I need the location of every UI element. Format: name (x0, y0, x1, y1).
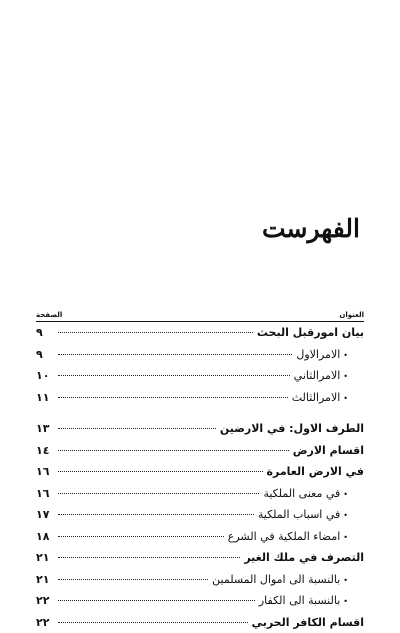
entry-page-number: ٢١ (36, 547, 54, 569)
toc-entry (36, 440, 364, 462)
entry-title: • في معنى الملكية (263, 483, 364, 506)
entry-page-number: ١٦ (36, 461, 54, 483)
dot-leader (58, 536, 224, 537)
dot-leader (58, 450, 289, 451)
entry-title: في الارض العامرة (267, 461, 364, 483)
entry-page-number: ٢٢ (36, 590, 54, 612)
entry-page-number: ٩ (36, 322, 54, 344)
dot-leader (58, 493, 259, 494)
toc-entry (36, 344, 364, 366)
toc-entry (36, 322, 364, 344)
table-of-contents (36, 310, 364, 588)
entry-title: الطرف الاول: في الارضين (220, 418, 364, 440)
toc-entry (36, 526, 364, 548)
toc-entry (36, 590, 364, 612)
dot-leader (58, 354, 292, 355)
entry-page-number: ٢١ (36, 569, 54, 591)
toc-entry (36, 365, 364, 387)
entry-page-number: ١٧ (36, 504, 54, 526)
entry-title: اقسام الارض (293, 440, 364, 462)
toc-entry (36, 504, 364, 526)
dot-leader (58, 600, 255, 601)
entry-page-number: ١٠ (36, 365, 54, 387)
dot-leader (58, 428, 216, 429)
page-column-header: الصفحة (36, 310, 62, 320)
toc-entry (36, 612, 364, 633)
entry-page-number: ١٤ (36, 440, 54, 462)
entry-title: التصرف في ملك الغير (244, 547, 364, 569)
entry-title: • امضاء الملكية في الشرع (228, 526, 364, 549)
toc-entries (36, 322, 364, 633)
toc-entry (36, 569, 364, 591)
dot-leader (58, 579, 208, 580)
toc-entry (36, 547, 364, 569)
entry-title: • الامرالثالث (292, 387, 364, 410)
entry-title: • بالنسبة الى الكفار (259, 590, 364, 613)
dot-leader (58, 397, 288, 398)
entry-title: • بالنسبة الى اموال المسلمين (212, 569, 364, 592)
entry-title: • الامرالثاني (294, 365, 364, 388)
toc-entry (36, 461, 364, 483)
entry-title: اقسام الكافر الحربي (252, 612, 364, 633)
entry-page-number: ١٣ (36, 418, 54, 440)
dot-leader (58, 622, 248, 623)
dot-leader (58, 514, 254, 515)
entry-title: • في اسباب الملكية (258, 504, 364, 527)
entry-page-number: ١٨ (36, 526, 54, 548)
entry-title: • الامرالاول (296, 344, 364, 367)
toc-entry (36, 387, 364, 409)
dot-leader (58, 332, 253, 333)
entry-page-number: ١١ (36, 387, 54, 409)
entry-page-number: ٢٢ (36, 612, 54, 633)
toc-entry (36, 418, 364, 440)
dot-leader (58, 375, 290, 376)
column-headers (36, 310, 364, 320)
dot-leader (58, 471, 263, 472)
entry-title: بيان امورقبل البحث (257, 322, 364, 344)
dot-leader (58, 557, 240, 558)
entry-page-number: ١٦ (36, 483, 54, 505)
page-title: الفهرست (262, 214, 360, 244)
title-column-header: العنوان (339, 310, 364, 320)
toc-entry (36, 483, 364, 505)
entry-page-number: ٩ (36, 344, 54, 366)
